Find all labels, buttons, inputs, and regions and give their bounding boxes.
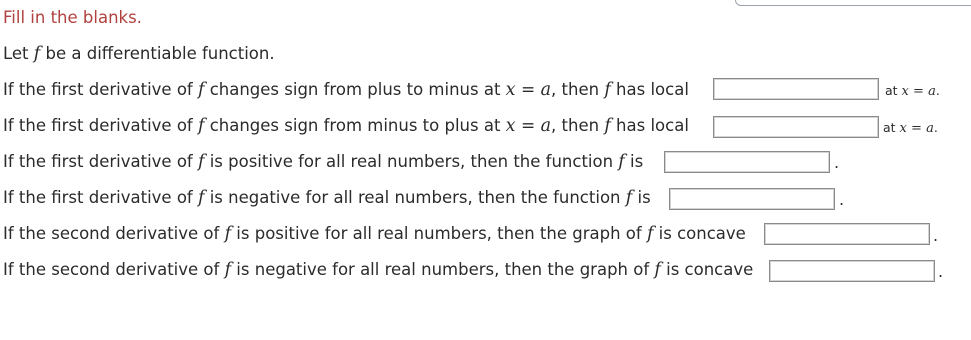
- intro-text-2: be a differentiable function.: [40, 44, 275, 63]
- q5-part-2: is positive for all real numbers, then the graph of: [231, 224, 647, 243]
- intro-f: f: [33, 44, 41, 64]
- q3-period: .: [834, 153, 840, 172]
- q1-part-3: , then: [551, 80, 605, 99]
- q4-part-1: If the first derivative of: [3, 188, 198, 207]
- answer-blank-6[interactable]: [769, 260, 935, 282]
- q6-f-2: f: [654, 260, 661, 280]
- q1-x: x: [505, 80, 516, 100]
- q1-part-2: changes sign from plus to minus at: [204, 80, 506, 99]
- q6-part-1: If the second derivative of: [3, 260, 225, 279]
- q2-suffix: [883, 117, 938, 140]
- q2-suffix-equals: =: [906, 121, 927, 136]
- answer-blank-4[interactable]: [669, 188, 835, 210]
- question-3-text: [3, 149, 643, 175]
- instructions-heading: Fill in the blanks.: [3, 8, 142, 27]
- q2-suffix-period: .: [933, 120, 938, 135]
- q4-period: .: [839, 190, 845, 209]
- q1-suffix-a: a: [928, 84, 936, 99]
- q2-suffix-x: x: [899, 121, 907, 136]
- question-6-text: [3, 257, 753, 283]
- q3-f: f: [197, 152, 205, 172]
- q2-part-2: changes sign from minus to plus at: [204, 116, 506, 135]
- answer-blank-2[interactable]: [713, 116, 879, 138]
- question-4-text: [3, 185, 651, 211]
- q5-part-3: is concave: [653, 224, 746, 243]
- q5-part-1: If the second derivative of: [3, 224, 225, 243]
- question-2-text: [3, 113, 689, 139]
- q1-suffix: [885, 80, 940, 103]
- intro-text-1: Let: [3, 44, 34, 63]
- question-5-text: [3, 221, 746, 247]
- q2-x: x: [505, 116, 516, 136]
- q5-f: f: [224, 224, 232, 244]
- top-panel-frame: [735, 0, 971, 6]
- q1-part-1: If the first derivative of: [3, 80, 198, 99]
- q1-equals: =: [515, 80, 541, 100]
- question-1-text: [3, 77, 689, 103]
- q6-part-3: is concave: [660, 260, 754, 279]
- q1-part-4: has local: [610, 80, 689, 99]
- q6-period: .: [938, 262, 944, 281]
- q2-a: a: [540, 116, 552, 136]
- q3-part-3: is: [624, 152, 644, 171]
- q1-f-2: f: [604, 80, 611, 100]
- q4-part-3: is: [632, 188, 651, 207]
- q1-suffix-x: x: [901, 84, 909, 99]
- q2-part-1: If the first derivative of: [3, 116, 198, 135]
- q2-suffix-a: a: [926, 121, 934, 136]
- q1-suffix-equals: =: [908, 84, 929, 99]
- q6-part-2: is negative for all real numbers, then the graph of: [231, 260, 655, 279]
- q5-period: .: [933, 226, 939, 245]
- q2-suffix-at: at: [883, 120, 900, 135]
- answer-blank-3[interactable]: [664, 151, 830, 173]
- q1-f: f: [197, 80, 205, 100]
- q6-f: f: [224, 260, 232, 280]
- answer-blank-1[interactable]: [713, 78, 879, 100]
- q2-f-2: f: [604, 116, 611, 136]
- q3-part-2: is positive for all real numbers, then the function: [204, 152, 619, 171]
- q2-equals: =: [515, 116, 541, 136]
- answer-blank-5[interactable]: [764, 223, 930, 245]
- q2-part-4: has local: [610, 116, 689, 135]
- q4-f: f: [197, 188, 205, 208]
- q2-f: f: [197, 116, 205, 136]
- q3-f-2: f: [618, 152, 625, 172]
- q5-f-2: f: [646, 224, 654, 244]
- q1-a: a: [540, 80, 552, 100]
- q1-suffix-at: at: [885, 83, 902, 98]
- q4-part-2: is negative for all real numbers, then the function: [204, 188, 626, 207]
- q3-part-1: If the first derivative of: [3, 152, 198, 171]
- q2-part-3: , then: [551, 116, 605, 135]
- q1-suffix-period: .: [935, 83, 940, 98]
- intro-statement: [3, 41, 275, 67]
- q4-f-2: f: [625, 188, 633, 208]
